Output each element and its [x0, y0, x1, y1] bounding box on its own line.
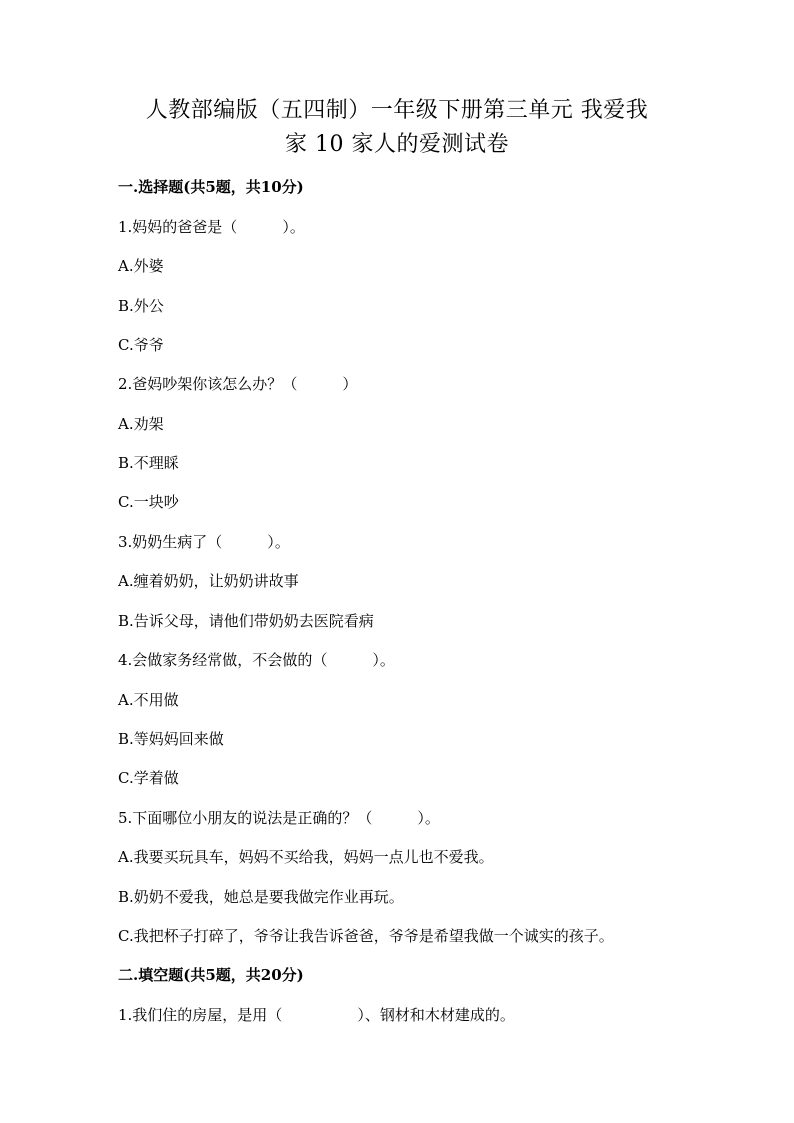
question-2-option-a: A.劝架 [118, 415, 164, 433]
question-5-option-b: B.奶奶不爱我，她总是要我做完作业再玩。 [118, 888, 404, 906]
question-3-option-b: B.告诉父母，请他们带奶奶去医院看病 [118, 612, 374, 630]
section-heading-fill-in: 二.填空题(共5题，共20分) [118, 966, 304, 984]
question-3-option-a: A.缠着奶奶，让奶奶讲故事 [118, 572, 299, 590]
question-1-option-c: C.爷爷 [118, 336, 164, 354]
question-5-option-c: C.我把杯子打碎了，爷爷让我告诉爸爸，爷爷是希望我做一个诚实的孩子。 [118, 927, 614, 945]
document-title-line-2: 家 10 家人的爱测试卷 [285, 132, 509, 157]
question-1-option-a: A.外婆 [118, 257, 164, 275]
question-5-option-a: A.我要买玩具车，妈妈不买给我，妈妈一点儿也不爱我。 [118, 848, 494, 866]
question-4-option-a: A.不用做 [118, 691, 179, 709]
document-title-line-1: 人教部编版（五四制）一年级下册第三单元 我爱我 [145, 98, 649, 123]
question-1-option-b: B.外公 [118, 297, 164, 315]
section-heading-choice: 一.选择题(共5题，共10分) [118, 178, 304, 196]
question-4: 4.会做家务经常做，不会做的（ ）。 [118, 651, 395, 669]
question-2-option-c: C.一块吵 [118, 493, 179, 511]
question-2: 2.爸妈吵架你该怎么办？（ ） [118, 375, 358, 393]
question-3: 3.奶奶生病了（ ）。 [118, 533, 290, 551]
question-4-option-c: C.学着做 [118, 769, 179, 787]
question-5: 5.下面哪位小朋友的说法是正确的？（ ）。 [118, 809, 440, 827]
fill-question-1: 1.我们住的房屋，是用（ ）、钢材和木材建成的。 [118, 1006, 515, 1024]
question-4-option-b: B.等妈妈回来做 [118, 730, 224, 748]
question-1: 1.妈妈的爸爸是（ ）。 [118, 218, 305, 236]
question-2-option-b: B.不理睬 [118, 454, 179, 472]
